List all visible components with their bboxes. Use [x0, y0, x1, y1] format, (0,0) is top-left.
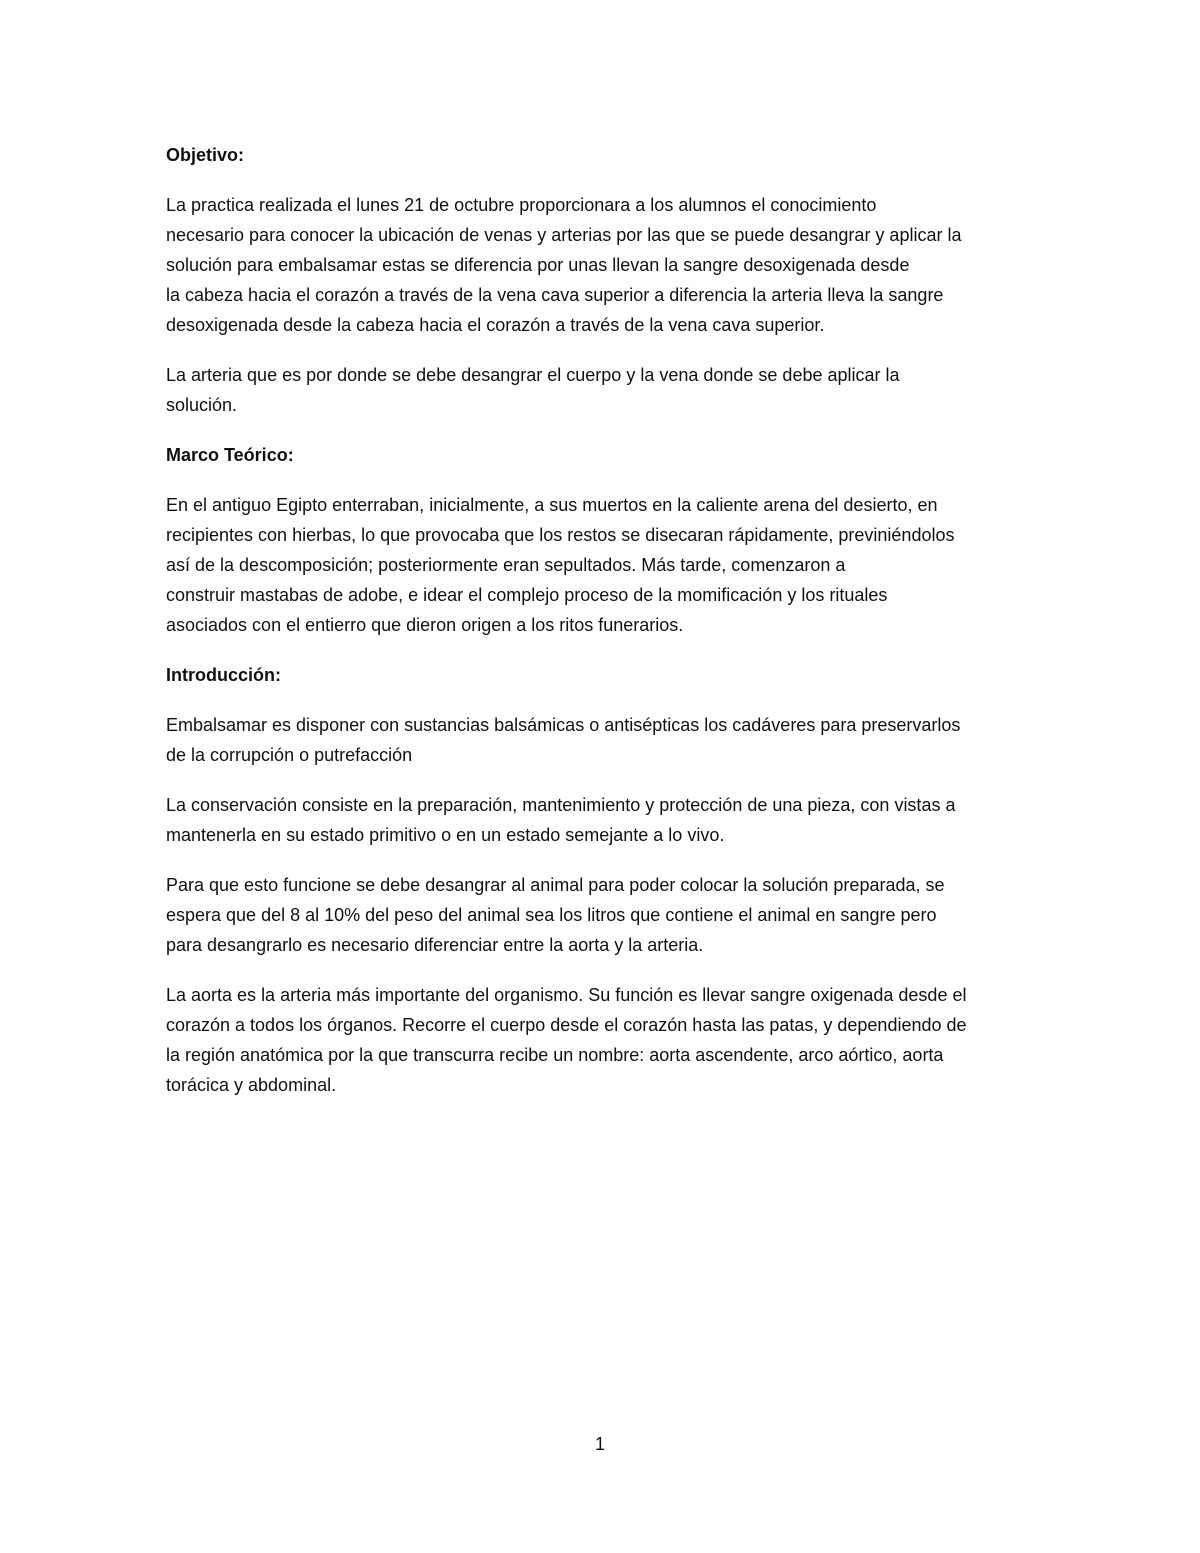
paragraph: [166, 490, 1046, 640]
section-heading: Introducción:: [166, 665, 281, 685]
paragraph: [166, 360, 1046, 420]
paragraph-line: Embalsamar es disponer con sustancias balsámicas o antisépticas los cadáveres para preservarlos: [166, 715, 961, 735]
paragraph-line: La practica realizada el lunes 21 de octubre proporcionara a los alumnos el conocimiento: [166, 195, 877, 215]
paragraph-line: La arteria que es por donde se debe desangrar el cuerpo y la vena donde se debe aplicar la: [166, 365, 900, 385]
paragraph-line: necesario para conocer la ubicación de venas y arterias por las que se puede desangrar y aplicar la: [166, 225, 962, 245]
paragraph-line: recipientes con hierbas, lo que provocaba que los restos se disecaran rápidamente, previniéndolos: [166, 525, 955, 545]
paragraph-line: la región anatómica por la que transcurra recibe un nombre: aorta ascendente, arco aórtico, aorta: [166, 1045, 944, 1065]
paragraph-line: mantenerla en su estado primitivo o en un estado semejante a lo vivo.: [166, 825, 725, 845]
paragraph-line: espera que del 8 al 10% del peso del animal sea los litros que contiene el animal en sangre pero: [166, 905, 937, 925]
page-number: 1: [594, 1434, 605, 1454]
section-heading: Objetivo:: [166, 145, 245, 165]
paragraph-line: En el antiguo Egipto enterraban, inicialmente, a sus muertos en la caliente arena del desierto, en: [166, 495, 938, 515]
paragraph: [166, 980, 1046, 1100]
paragraph-line: corazón a todos los órganos. Recorre el cuerpo desde el corazón hasta las patas, y dependiendo de: [166, 1015, 967, 1035]
paragraph-line: para desangrarlo es necesario diferenciar entre la aorta y la arteria.: [166, 935, 704, 955]
paragraph: [166, 870, 1046, 960]
paragraph: [166, 190, 1046, 340]
paragraph: [166, 790, 1046, 850]
paragraph-line: La conservación consiste en la preparación, mantenimiento y protección de una pieza, con vistas a: [166, 795, 956, 815]
section-heading: Marco Teórico:: [166, 445, 294, 465]
paragraph-line: asociados con el entierro que dieron origen a los ritos funerarios.: [166, 615, 684, 635]
paragraph-line: La aorta es la arteria más importante del organismo. Su función es llevar sangre oxigenada desde el: [166, 985, 967, 1005]
paragraph-line: desoxigenada desde la cabeza hacia el corazón a través de la vena cava superior.: [166, 315, 825, 335]
paragraph-line: de la corrupción o putrefacción: [166, 745, 413, 765]
paragraph-line: torácica y abdominal.: [166, 1075, 337, 1095]
paragraph-line: así de la descomposición; posteriormente eran sepultados. Más tarde, comenzaron a: [166, 555, 846, 575]
paragraph-line: construir mastabas de adobe, e idear el complejo proceso de la momificación y los rituales: [166, 585, 888, 605]
paragraph-line: Para que esto funcione se debe desangrar al animal para poder colocar la solución preparada, se: [166, 875, 945, 895]
document-body: [166, 140, 1046, 1120]
paragraph-line: solución para embalsamar estas se diferencia por unas llevan la sangre desoxigenada desde: [166, 255, 910, 275]
paragraph: [166, 710, 1046, 770]
paragraph-line: la cabeza hacia el corazón a través de la vena cava superior a diferencia la arteria lleva la sangre: [166, 285, 944, 305]
paragraph-line: solución.: [166, 395, 238, 415]
